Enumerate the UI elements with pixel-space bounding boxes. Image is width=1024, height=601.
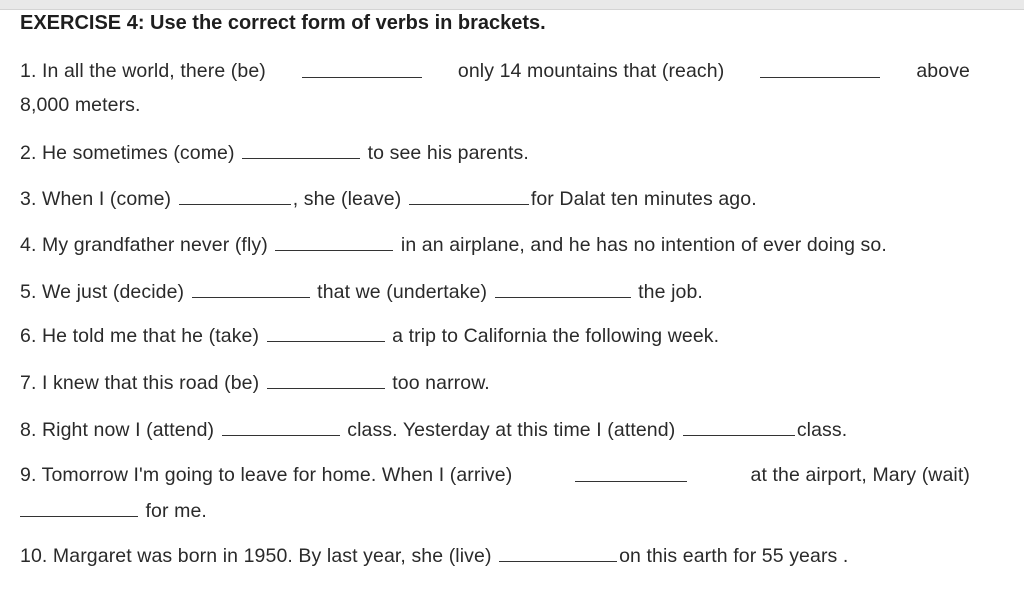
top-border-strip bbox=[0, 0, 1024, 10]
q9-text-b: at the airport, Mary (wait) bbox=[750, 464, 970, 486]
q8-text-a: 8. Right now I (attend) bbox=[20, 419, 215, 441]
q9-blank-2[interactable] bbox=[20, 498, 138, 517]
q4-blank-1[interactable] bbox=[275, 232, 393, 251]
q7-text-b: too narrow. bbox=[392, 372, 490, 394]
q10-blank-1[interactable] bbox=[499, 543, 617, 562]
q9-blank-1[interactable] bbox=[575, 463, 687, 482]
question-1-line-1 bbox=[20, 59, 970, 83]
q3-blank-2[interactable] bbox=[409, 186, 529, 205]
q1-blank-1[interactable] bbox=[302, 59, 422, 78]
question-10 bbox=[20, 543, 848, 568]
q1-text-b: only 14 mountains that (reach) bbox=[457, 60, 725, 82]
q5-text-b: that we (undertake) bbox=[317, 281, 488, 303]
q1-text-c: above bbox=[916, 60, 970, 82]
q6-text-b: a trip to California the following week. bbox=[392, 325, 720, 347]
question-9-line-2 bbox=[20, 498, 207, 523]
q8-text-b: class. Yesterday at this time I (attend) bbox=[347, 419, 676, 441]
question-3 bbox=[20, 186, 757, 211]
q2-text-a: 2. He sometimes (come) bbox=[20, 142, 235, 164]
question-5 bbox=[20, 279, 703, 304]
q8-text-c: class. bbox=[796, 419, 848, 441]
q7-text-a: 7. I knew that this road (be) bbox=[20, 372, 260, 394]
q4-text-b: in an airplane, and he has no intention of ever doing so. bbox=[400, 234, 887, 256]
q5-blank-1[interactable] bbox=[192, 279, 310, 298]
question-8 bbox=[20, 417, 847, 442]
q5-blank-2[interactable] bbox=[495, 279, 631, 298]
question-7 bbox=[20, 370, 490, 395]
q5-text-a: 5. We just (decide) bbox=[20, 281, 185, 303]
exercise-sheet bbox=[0, 10, 1024, 601]
exercise-title: EXERCISE 4: Use the correct form of verbs in brackets. bbox=[20, 12, 546, 34]
q6-text-a: 6. He told me that he (take) bbox=[20, 325, 260, 347]
q3-text-c: for Dalat ten minutes ago. bbox=[530, 188, 757, 210]
q9-text-a: 9. Tomorrow I'm going to leave for home. When I (arrive) bbox=[20, 464, 513, 486]
q1-text-a: 1. In all the world, there (be) bbox=[20, 60, 266, 82]
q2-blank-1[interactable] bbox=[242, 140, 360, 159]
q10-text-b: on this earth for 55 years . bbox=[619, 545, 849, 567]
q4-text-a: 4. My grandfather never (fly) bbox=[20, 234, 268, 256]
q6-blank-1[interactable] bbox=[267, 323, 385, 342]
q1-text-d: 8,000 meters. bbox=[20, 94, 141, 116]
question-2 bbox=[20, 140, 529, 165]
question-1-line-2 bbox=[20, 93, 141, 117]
question-4 bbox=[20, 232, 887, 257]
q7-blank-1[interactable] bbox=[267, 370, 385, 389]
q8-blank-1[interactable] bbox=[222, 417, 340, 436]
q9-text-c: for me. bbox=[145, 500, 207, 522]
q3-text-b: , she (leave) bbox=[292, 188, 402, 210]
q5-text-c: the job. bbox=[638, 281, 703, 303]
question-9-line-1 bbox=[20, 463, 970, 487]
q2-text-b: to see his parents. bbox=[367, 142, 529, 164]
q10-text-a: 10. Margaret was born in 1950. By last year, she (live) bbox=[20, 545, 492, 567]
q8-blank-2[interactable] bbox=[683, 417, 795, 436]
q3-text-a: 3. When I (come) bbox=[20, 188, 172, 210]
q3-blank-1[interactable] bbox=[179, 186, 291, 205]
q1-blank-2[interactable] bbox=[760, 59, 880, 78]
question-6 bbox=[20, 323, 719, 348]
